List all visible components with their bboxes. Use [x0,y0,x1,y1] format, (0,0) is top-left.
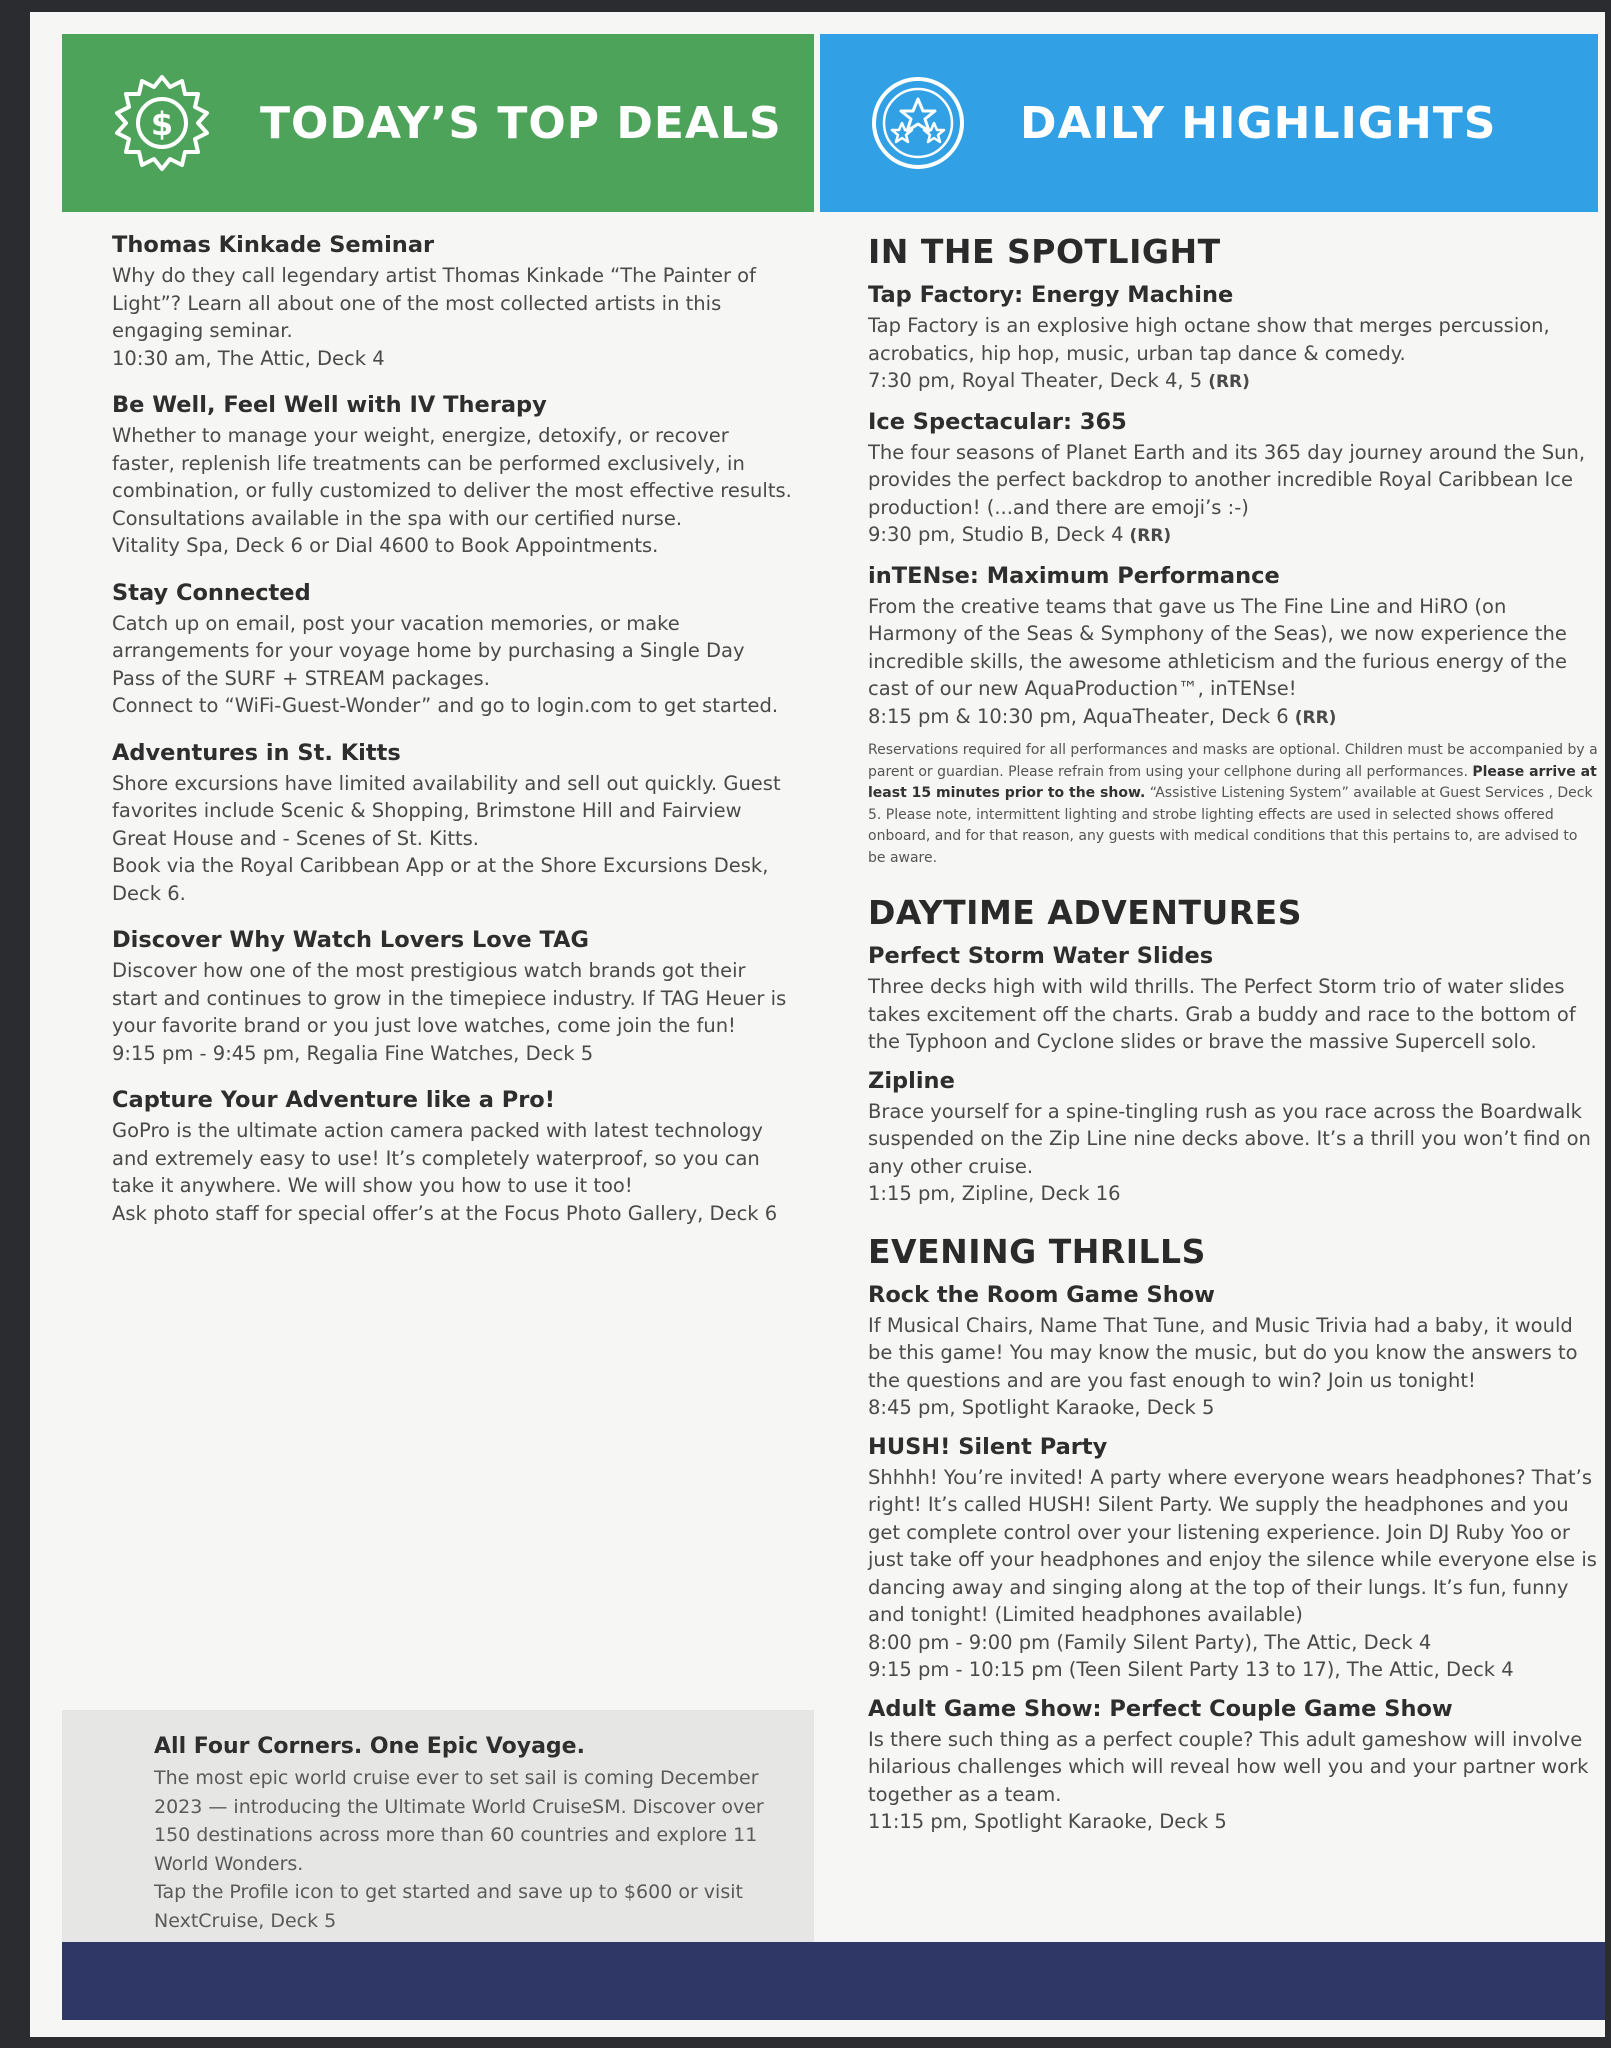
daily-highlights-title: DAILY HIGHLIGHTS [1020,97,1497,149]
deal-details: Vitality Spa, Deck 6 or Dial 4600 to Book Appointments. [112,534,659,557]
daily-highlights-banner [820,34,1598,212]
fine-print-text: Reservations required for all performances and masks are optional. Children must be accompanied by a parent or guardian. Please refrain from using your cellphone during all performances. [868,742,1598,780]
show-item [868,561,1598,733]
show-item [868,280,1598,397]
activity-description: Brace yourself for a spine-tingling rush as you race across the Boardwalk suspended on the Zip Line nine decks above. It’s a thrill you won’t find on any other cruise. [868,1099,1591,1178]
world-cruise-promo [62,1710,814,1950]
show-fine-print [868,740,1598,869]
svg-text:$: $ [150,105,174,143]
reservation-tag: (RR) [1129,526,1172,546]
deal-description: Whether to manage your weight, energize, detoxify, or recover faster, replenish life treatments can be performed exclusively, in combination, or fully customized to deliver the most effective results. Consultations available in the spa with our certified nurse. [112,424,792,530]
evening-section [868,1230,1598,1836]
activity-item [868,1066,1598,1208]
show-time-text: 7:30 pm, Royal Theater, Deck 4, 5 [868,369,1203,392]
activity-description: Is there such thing as a perfect couple? This adult gameshow will involve hilarious challenges which will reveal how well you and your partner work together as a team. [868,1727,1589,1806]
deal-details: 9:15 pm - 9:45 pm, Regalia Fine Watches, Deck 5 [112,1041,594,1065]
fine-print-emphasis: Please arrive at least 15 minutes prior to the show. [868,763,1597,801]
deal-item [112,578,792,720]
deal-title: Adventures in St. Kitts [112,739,401,766]
activity-time: 9:15 pm - 10:15 pm (Teen Silent Party 13 to 17), The Attic, Deck 4 [868,1658,1514,1681]
activity-description: Shhhh! You’re invited! A party where everyone wears headphones? That’s right! It’s called HUSH! Silent Party. We supply the headphones and you get complete control over your listening experience. Join DJ Ruby Yoo or just take off your headphones and enjoy the silence while everyone else is dancing away and singing along at the top of their lungs. It’s fun, funny and tonight! (Limited headphones available) [868,1465,1597,1626]
activity-title: HUSH! Silent Party [868,1433,1108,1460]
top-deals-title: TODAY’S TOP DEALS [260,97,782,149]
show-description: From the creative teams that gave us The Fine Line and HiRO (on Harmony of the Seas & Symphony of the Seas), we now experience the incredible skills, the awesome athleticism and the furious energy of the cast of our new AquaProduction™, inTENse! [868,594,1567,700]
deal-description: Why do they call legendary artist Thomas Kinkade “The Painter of Light”? Learn all about one of the most collected artists in this engaging seminar. [112,264,756,342]
section-heading: IN THE SPOTLIGHT [868,232,1221,271]
show-title: Ice Spectacular: 365 [868,408,1127,435]
promo-call-to-action: Tap the Profile icon to get started and save up to $600 or visit NextCruise, Deck 5 [154,1881,743,1932]
dollar-badge-icon [112,73,212,173]
deal-item [112,230,792,372]
activity-description: Three decks high with wild thrills. The Perfect Storm trio of water slides takes excitement off the charts. Grab a buddy and race to the bottom of the Typhoon and Cyclone slides or brave the massive Supercell solo. [868,975,1576,1053]
show-time [868,367,1598,397]
deal-title: Thomas Kinkade Seminar [112,232,435,258]
activity-title: Adult Game Show: Perfect Couple Game Show [868,1695,1453,1722]
deal-description: GoPro is the ultimate action camera packed with latest technology and extremely easy to use! It’s completely waterproof, so you can take it anywhere. We will show you how to use it too! [112,1119,763,1197]
deal-details: Book via the Royal Caribbean App or at the Shore Excursions Desk, Deck 6. [112,854,769,905]
deal-title: Stay Connected [112,579,311,606]
deal-description: Catch up on email, post your vacation memories, or make arrangements for your voyage home by purchasing a Single Day Pass of the SURF + STREAM packages. [112,611,745,690]
show-title: Tap Factory: Energy Machine [868,282,1234,308]
fine-print-text: “Assistive Listening System” available at Guest Services , Deck 5. Please note, intermittent lighting and strobe lighting effects are used in selected shows offered onboard, and for that reason, any guests with medical conditions that this pertains to, are advised to be aware. [868,785,1593,866]
deal-details: 10:30 am, The Attic, Deck 4 [112,346,385,370]
footer-bar [62,1942,1605,2020]
show-item [868,407,1598,551]
deal-description: Shore excursions have limited availability and sell out quickly. Guest favorites include Scenic & Shopping, Brimstone Hill and Fairview Great House and - Scenes of St. Kitts. [112,771,781,850]
show-time [868,703,1598,733]
newsletter-page [30,12,1605,2037]
promo-title: All Four Corners. One Epic Voyage. [154,1734,585,1759]
deal-item [112,390,792,560]
show-description: Tap Factory is an explosive high octane show that merges percussion, acrobatics, hip hop, music, urban tap dance & comedy. [868,314,1550,365]
activity-time: 11:15 pm, Spotlight Karaoke, Deck 5 [868,1810,1227,1833]
activity-time: 1:15 pm, Zipline, Deck 16 [868,1182,1121,1205]
show-time [868,521,1598,551]
show-time-text: 9:30 pm, Studio B, Deck 4 [868,523,1124,546]
activity-item [868,941,1598,1056]
activity-title: Rock the Room Game Show [868,1281,1215,1308]
section-heading: EVENING THRILLS [868,1231,1206,1271]
activity-item [868,1694,1598,1836]
reservation-tag: (RR) [1208,372,1250,392]
activity-item [868,1280,1598,1422]
spotlight-section [868,230,1598,869]
deal-item [112,925,792,1067]
deal-details: Ask photo staff for special offer’s at the Focus Photo Gallery, Deck 6 [112,1201,778,1225]
promo-description: The most epic world cruise ever to set sail is coming December 2023 — introducing the Ultimate World CruiseSM. Discover over 150 destinations across more than 60 countries and explore 11 World Wonders. [154,1767,764,1875]
top-deals-banner [62,34,814,212]
activity-description: If Musical Chairs, Name That Tune, and Music Trivia had a baby, it would be this game! You may know the music, but do you know the answers to the questions and are you fast enough to win? Join us tonight! [868,1313,1578,1392]
stars-circle-icon [868,73,968,173]
daytime-section [868,891,1598,1208]
deal-title: Discover Why Watch Lovers Love TAG [112,927,589,953]
top-deals-column [112,230,792,1245]
activity-time: 8:45 pm, Spotlight Karaoke, Deck 5 [868,1396,1215,1419]
deal-item [112,1085,792,1227]
activity-item [868,1432,1598,1684]
show-description: The four seasons of Planet Earth and its 365 day journey around the Sun, provides the perfect backdrop to another incredible Royal Caribbean Ice production! (...and there are emoji’s :-) [868,440,1586,519]
deal-details: Connect to “WiFi-Guest-Wonder” and go to login.com to get started. [112,694,779,717]
activity-title: Zipline [868,1067,955,1094]
deal-item [112,738,792,908]
activity-title: Perfect Storm Water Slides [868,943,1214,969]
daily-highlights-column [868,230,1598,1858]
deal-title: Be Well, Feel Well with IV Therapy [112,392,547,418]
reservation-tag: (RR) [1294,707,1337,728]
show-title: inTENse: Maximum Performance [868,562,1280,589]
section-heading: DAYTIME ADVENTURES [868,893,1302,932]
activity-time: 8:00 pm - 9:00 pm (Family Silent Party), The Attic, Deck 4 [868,1630,1432,1654]
deal-description: Discover how one of the most prestigious watch brands got their start and continues to grow in the timepiece industry. If TAG Heuer is your favorite brand or you just love watches, come join the fun! [112,959,787,1037]
show-time-text: 8:15 pm & 10:30 pm, AquaTheater, Deck 6 [868,704,1289,728]
deal-title: Capture Your Adventure like a Pro! [112,1087,556,1113]
